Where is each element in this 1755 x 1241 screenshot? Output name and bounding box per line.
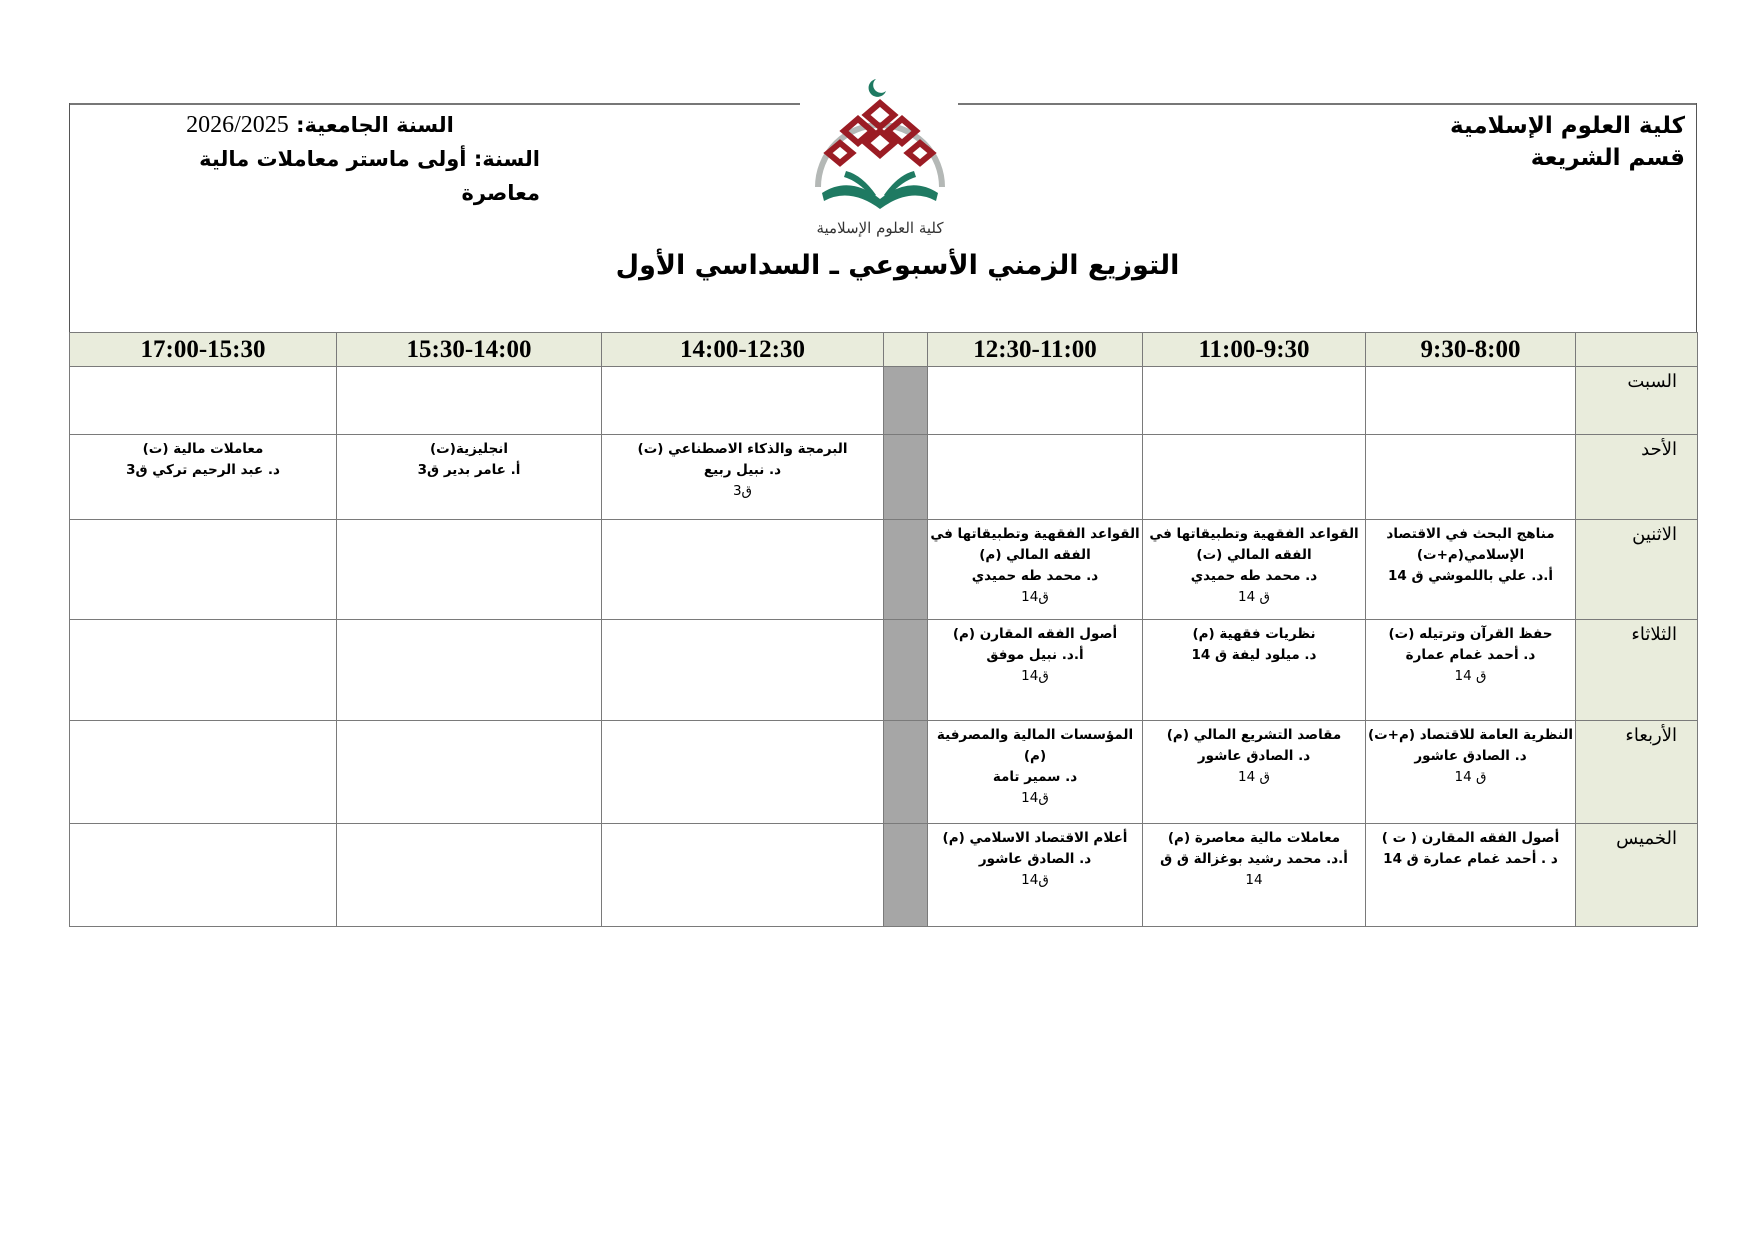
book (822, 171, 938, 209)
class-course: نظريات فقهية (م) (1192, 626, 1316, 642)
class-teacher: أ.د. نبيل موفق (986, 647, 1084, 663)
schedule-cell (1143, 435, 1366, 520)
page-title: التوزيع الزمني الأسبوعي ـ السداسي الأول (615, 250, 1180, 281)
class-course: مناهج البحث في الاقتصاد الإسلامي(م+ت) (1386, 526, 1555, 563)
day-label: الاثنين (1576, 520, 1698, 620)
crescent-icon (869, 79, 886, 97)
class-course: أعلام الاقتصاد الاسلامي (م) (942, 830, 1128, 846)
slot-0930-1100: 11:00-9:30 (1143, 333, 1366, 367)
day-label: السبت (1576, 367, 1698, 435)
schedule-cell (928, 520, 1143, 620)
break-cell (884, 620, 928, 721)
schedule-cell (928, 435, 1143, 520)
institution-block (1450, 110, 1685, 174)
logo-caption: كلية العلوم الإسلامية (816, 219, 944, 237)
class-entry (1366, 520, 1575, 587)
class-teacher: أ.د. علي باللموشي ق 14 (1387, 568, 1554, 584)
day-row (70, 435, 1698, 520)
schedule-cell (337, 620, 602, 721)
schedule-cell (602, 620, 884, 721)
class-course: معاملات مالية (ت) (142, 441, 264, 457)
break-header (884, 333, 928, 367)
schedule-cell (1366, 824, 1576, 927)
schedule-cell (1143, 620, 1366, 721)
day-row (70, 824, 1698, 927)
schedule-cell (337, 435, 602, 520)
class-entry (928, 620, 1142, 687)
class-room: ق 14 (1454, 668, 1487, 684)
class-room: ق3 (732, 483, 753, 499)
class-room: ق 14 (1238, 769, 1270, 785)
class-entry (1143, 824, 1365, 891)
schedule-cell (1143, 367, 1366, 435)
day-label: الأحد (1576, 435, 1698, 520)
schedule-cell (928, 367, 1143, 435)
ornament (828, 103, 932, 163)
schedule-cell (602, 721, 884, 824)
class-entry (928, 721, 1142, 809)
class-entry (337, 435, 601, 481)
class-teacher: د. محمد طه حميدي (971, 568, 1099, 584)
schedule-cell (70, 721, 337, 824)
schedule-cell (337, 824, 602, 927)
schedule-cell (1143, 520, 1366, 620)
slot-1230-1400: 14:00-12:30 (602, 333, 884, 367)
class-teacher: أ.د. محمد رشيد بوغزالة ق ق (1160, 851, 1348, 867)
day-header (1576, 333, 1698, 367)
schedule-cell (1366, 620, 1576, 721)
class-course: معاملات مالية معاصرة (م) (1167, 830, 1341, 846)
class-course: أصول الفقه المقارن ( ت ) (1381, 830, 1560, 846)
class-teacher: د. محمد طه حميدي (1190, 568, 1318, 584)
class-course: النظرية العامة للاقتصاد (م+ت) (1367, 727, 1574, 743)
class-entry (70, 435, 336, 481)
class-teacher: د. عبد الرحيم تركي ق3 (126, 462, 280, 478)
faculty-logo (800, 75, 960, 245)
day-row (70, 721, 1698, 824)
class-entry (1143, 620, 1365, 666)
class-teacher: د . أحمد غمام عمارة ق 14 (1383, 851, 1558, 867)
schedule-cell (70, 824, 337, 927)
department-name: قسم الشريعة (1530, 145, 1685, 171)
schedule-cell (70, 520, 337, 620)
class-teacher: أ. عامر بدير ق3 (417, 462, 521, 478)
class-course: البرمجة والذكاء الاصطناعي (ت) (637, 441, 848, 457)
schedule-cell (1143, 824, 1366, 927)
class-room: ق 14 (1238, 589, 1270, 605)
schedule-cell (337, 721, 602, 824)
class-room: ق14 (1021, 589, 1049, 605)
schedule-cell (928, 824, 1143, 927)
schedule-cell (602, 824, 884, 927)
class-teacher: د. الصادق عاشور (978, 851, 1092, 867)
schedule-cell (337, 367, 602, 435)
class-course: أصول الفقه المقارن (م) (952, 626, 1118, 642)
class-course: انجليزية(ت) (429, 441, 508, 457)
class-entry (602, 435, 883, 502)
class-room: ق14 (1021, 668, 1049, 684)
day-row (70, 620, 1698, 721)
class-entry (1366, 620, 1575, 687)
day-label: الخميس (1576, 824, 1698, 927)
schedule-cell (70, 620, 337, 721)
day-row (70, 520, 1698, 620)
schedule-cell (1366, 520, 1576, 620)
schedule-cell (337, 520, 602, 620)
class-entry (1366, 721, 1575, 788)
break-cell (884, 824, 928, 927)
class-entry (928, 520, 1142, 608)
schedule-cell (1366, 367, 1576, 435)
class-room: 14 (1245, 872, 1263, 888)
academic-year-value: 2026/2025 (186, 112, 289, 138)
class-teacher: د. نبيل ربيع (703, 462, 782, 478)
schedule-cell (602, 367, 884, 435)
class-course: القواعد الفقهية وتطبيقاتها في الفقه المالي (م) (930, 526, 1140, 563)
slot-0800-0930: 9:30-8:00 (1366, 333, 1576, 367)
class-course: مقاصد التشريع المالي (م) (1166, 727, 1342, 743)
schedule-cell (602, 435, 884, 520)
day-label: الثلاثاء (1576, 620, 1698, 721)
class-room: ق 14 (1454, 769, 1487, 785)
schedule-cell (928, 721, 1143, 824)
level-value: أولى ماستر معاملات مالية معاصرة (199, 147, 540, 205)
break-cell (884, 367, 928, 435)
slot-1400-1530: 15:30-14:00 (337, 333, 602, 367)
level-label: السنة: (473, 147, 540, 171)
time-slot-row (70, 333, 1698, 367)
day-label: الأربعاء (1576, 721, 1698, 824)
break-cell (884, 520, 928, 620)
schedule-cell (602, 520, 884, 620)
schedule-cell (928, 620, 1143, 721)
class-teacher: د. الصادق عاشور (1414, 748, 1527, 764)
slot-1530-1700: 17:00-15:30 (70, 333, 337, 367)
class-course: القواعد الفقهية وتطبيقاتها في الفقه المالي (ت) (1149, 526, 1359, 563)
schedule-cell (1366, 435, 1576, 520)
slot-1100-1230: 12:30-11:00 (928, 333, 1143, 367)
class-entry (928, 824, 1142, 891)
class-entry (1366, 824, 1575, 870)
schedule-cell (70, 367, 337, 435)
academic-year-label: السنة الجامعية: (296, 113, 454, 137)
class-entry (1143, 520, 1365, 608)
schedule-cell (70, 435, 337, 520)
class-course: حفظ القرآن وترتيله (ت) (1388, 626, 1553, 642)
schedule-cell (1143, 721, 1366, 824)
year-block (120, 108, 540, 210)
class-teacher: د. أحمد غمام عمارة (1405, 647, 1536, 663)
class-room: ق14 (1021, 872, 1049, 888)
class-course: المؤسسات المالية والمصرفية (م) (936, 727, 1134, 764)
faculty-name: كلية العلوم الإسلامية (1450, 113, 1685, 139)
schedule-cell (1366, 721, 1576, 824)
class-teacher: د. ميلود ليفة ق 14 (1191, 647, 1317, 663)
day-row (70, 367, 1698, 435)
class-entry (1143, 721, 1365, 788)
break-cell (884, 435, 928, 520)
class-room: ق14 (1021, 790, 1049, 806)
academic-year (120, 108, 540, 142)
break-cell (884, 721, 928, 824)
class-teacher: د. سمير تامة (992, 769, 1078, 785)
level (199, 147, 540, 205)
class-teacher: د. الصادق عاشور (1197, 748, 1311, 764)
schedule-table (69, 332, 1698, 927)
